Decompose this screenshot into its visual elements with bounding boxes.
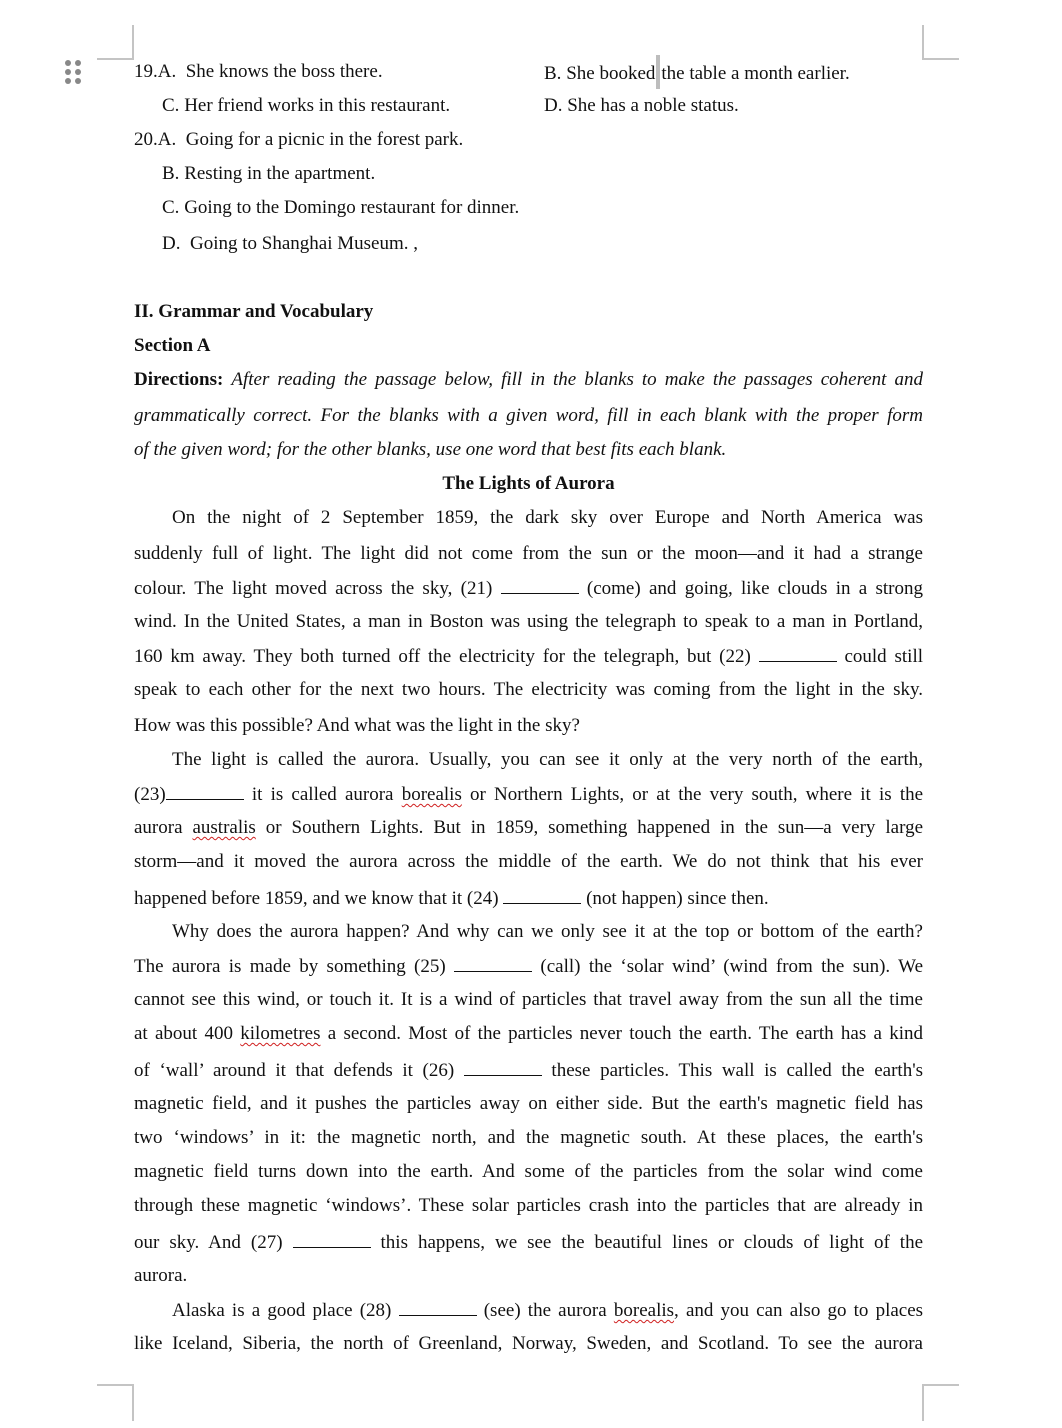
p2-line-3: aurora australis or Southern Lights. But in 1859, something happened in the sun—a very large [134,817,924,838]
p3-line-9: through these magnetic ‘windows’. These solar particles crash into the particles that are already in [134,1195,923,1216]
question-20-option-d: D. Going to Shanghai Museum. , [162,233,418,254]
question-20-option-a: 20.A. Going for a picnic in the forest park. [134,129,464,150]
margin-mark-bottom-left [97,1384,134,1421]
drag-handle-icon[interactable] [65,60,83,88]
blank-21[interactable] [501,576,579,594]
text-cursor [656,55,660,89]
margin-mark-top-left [97,25,134,60]
spellcheck-word[interactable]: borealis [613,1300,675,1321]
p1-line-1: On the night of 2 September 1859, the dark sky over Europe and North America was [172,507,923,528]
blank-27[interactable] [293,1230,371,1248]
p3-line-1: Why does the aurora happen? And why can we only see it at the top or bottom of the earth? [172,921,923,942]
blank-23[interactable] [166,782,244,800]
p1-line-3: colour. The light moved across the sky, (21) (come) and going, like clouds in a strong [134,578,924,599]
blank-28[interactable] [399,1298,477,1316]
section-subheading: Section A [134,335,211,356]
p3-line-3: cannot see this wind, or touch it. It is a wind of particles that travel away from the sun all the time [134,989,923,1010]
spellcheck-word[interactable]: australis [192,817,256,838]
blank-24[interactable] [503,886,581,904]
p2-line-4: storm—and it moved the aurora across the middle of the earth. We do not think that his ever [134,851,923,872]
margin-mark-top-right [922,25,959,60]
p3-line-2: The aurora is made by something (25) (call) the ‘solar wind’ (wind from the sun). We [134,956,924,977]
directions-line-1: Directions: After reading the passage below, fill in the blanks to make the passages coherent and [134,369,923,390]
blank-25[interactable] [454,954,532,972]
p1-line-2: suddenly full of light. The light did not come from the sun or the moon—and it had a strange [134,543,923,564]
question-20-option-c: C. Going to the Domingo restaurant for dinner. [162,197,520,218]
p1-line-5: 160 km away. They both turned off the electricity for the telegraph, but (22) could still [134,646,923,667]
p3-line-5: of ‘wall’ around it that defends it (26) these particles. This wall is called the earth's [134,1060,924,1081]
blank-22[interactable] [759,644,837,662]
margin-mark-bottom-right [922,1384,959,1421]
section-heading: II. Grammar and Vocabulary [134,301,374,322]
p3-line-10: our sky. And (27) this happens, we see the beautiful lines or clouds of light of the [134,1232,924,1253]
question-19-option-b: B. She booked the table a month earlier. [544,55,850,91]
p4-line-2: like Iceland, Siberia, the north of Greenland, Norway, Sweden, and Scotland. To see the aurora [134,1333,923,1354]
p3-line-4: at about 400 kilometres a second. Most of the particles never touch the earth. The earth has a kind [134,1023,924,1044]
question-19-option-c: C. Her friend works in this restaurant. [162,95,451,116]
blank-26[interactable] [464,1058,542,1076]
spellcheck-word[interactable]: borealis [401,784,462,805]
passage-title: The Lights of Aurora [442,473,615,494]
p3-line-7: two ‘windows’ in it: the magnetic north, and the magnetic south. At these places, the earth's [134,1127,923,1148]
question-20-option-b: B. Resting in the apartment. [162,163,376,184]
p2-line-1: The light is called the aurora. Usually, you can see it only at the very north of the earth, [172,749,923,770]
p1-line-6: speak to each other for the next two hours. The electricity was coming from the light in the sky. [134,679,923,700]
spellcheck-word[interactable]: kilometres [240,1023,321,1044]
p4-line-1: Alaska is a good place (28) (see) the aurora borealis, and you can also go to places [172,1300,924,1321]
p2-line-5: happened before 1859, and we know that it (24) (not happen) since then. [134,888,769,909]
p3-line-6: magnetic field, and it pushes the particles away on either side. But the earth's magnetic field has [134,1093,923,1114]
p3-line-8: magnetic field turns down into the earth. And some of the particles from the solar wind come [134,1161,923,1182]
p2-line-2: (23) it is called aurora borealis or Northern Lights, or at the very south, where it is the [134,784,924,805]
directions-line-2: grammatically correct. For the blanks with a given word, fill in each blank with the proper form [134,405,923,426]
directions-line-3: of the given word; for the other blanks, use one word that best fits each blank. [134,439,727,460]
question-19-option-d: D. She has a noble status. [544,95,739,116]
p1-line-4: wind. In the United States, a man in Boston was using the telegraph to speak to a man in Portland, [134,611,923,632]
p3-line-11: aurora. [134,1265,188,1286]
p1-line-7: How was this possible? And what was the light in the sky? [134,715,580,736]
question-19-option-a: 19.A. She knows the boss there. [134,61,383,82]
